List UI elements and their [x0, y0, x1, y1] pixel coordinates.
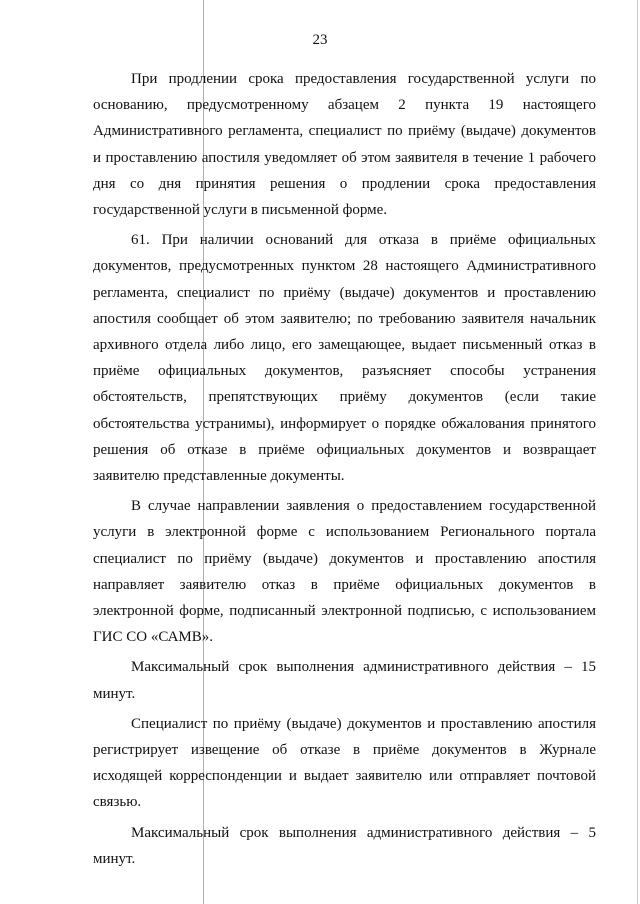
scan-page-edge [637, 0, 638, 904]
paragraph-max-time-5: Максимальный срок выполнения административного действия – 5 минут. [93, 824, 596, 867]
paragraph-extension-notice: При продлении срока предоставления государственной услуги по основанию, предусмотренному абзацем 2 пункта 19 настоящего Административного регламента, специалист по приёму (выдаче) документов и проставлению апостиля уведомляет об этом заявителя в течение 1 рабочего дня со дня принятия решения о продлении срока предоставления государственной услуги в письменной форме. [93, 71, 596, 219]
paragraph-max-time-15: Максимальный срок выполнения административного действия – 15 минут. [93, 659, 596, 702]
paragraph-registration: Специалист по приёму (выдаче) документов и проставлению апостиля регистрирует извещение об отказе в приёме документов в Журнале исходящей корреспонденции и выдает заявителю или отправляет почтовой связью. [93, 715, 596, 811]
document-body [93, 66, 596, 872]
page-number: 23 [312, 32, 328, 48]
paragraph-electronic-refusal: В случае направлении заявления о предоставлением государственной услуги в электронной форме с использованием Регионального портала специалист по приёму (выдаче) документов и проставлению апостиля направляет заявителю отказ в приёме официальных документов в электронной форме, подписанный электронной подписью, с использованием ГИС СО «САМВ». [93, 498, 596, 646]
paragraph-61-refusal: 61. При наличии оснований для отказа в приёме официальных документов, предусмотренных пунктом 28 настоящего Административного регламента, специалист по приёму (выдаче) документов и проставлению апостиля сообщает об этом заявителю; по требованию заявителя начальник архивного отдела либо лицо, его замещающее, выдает письменный отказ в приёме официальных документов, разъясняет способы устранения обстоятельств, препятствующих приёму документов (если такие обстоятельства устранимы), информирует о порядке обжалования принятого решения об отказе в приёме официальных документов и возвращает заявителю представленные документы. [93, 232, 596, 485]
